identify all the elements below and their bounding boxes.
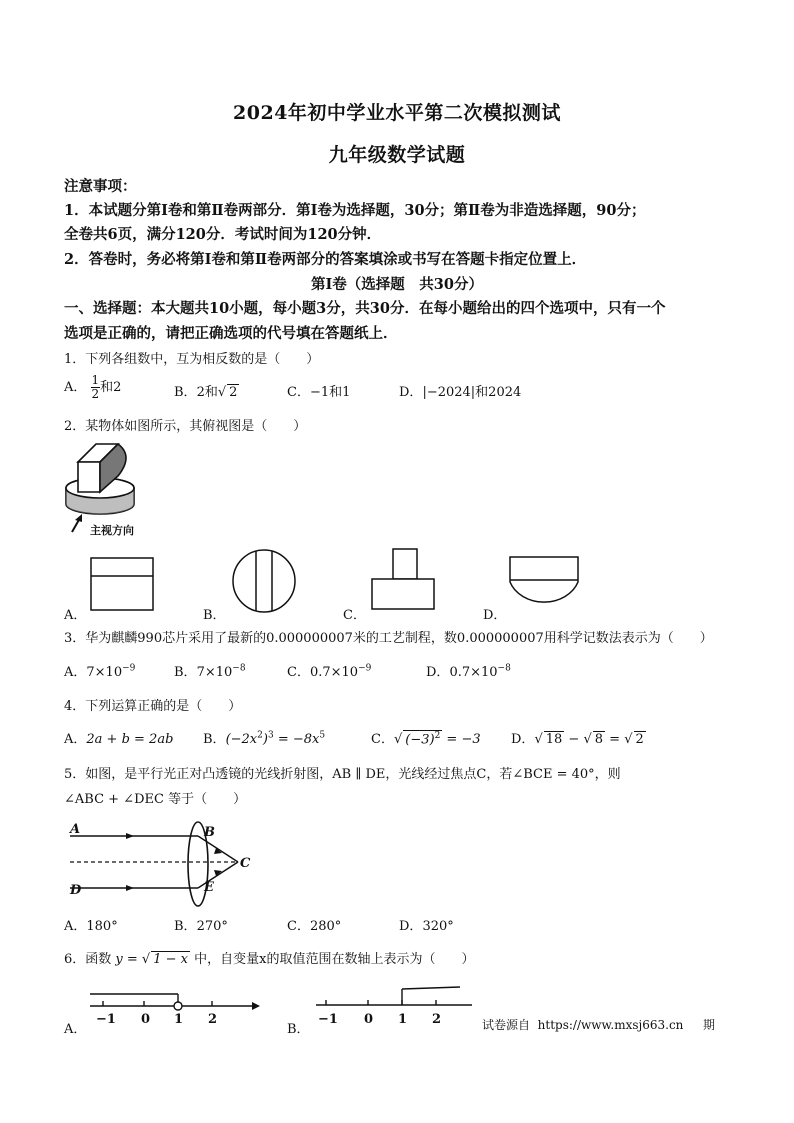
q2-c-label: C．	[343, 608, 366, 623]
view-direction-label: 主视方向	[90, 524, 134, 537]
q3-option-c: C．$0.7\times 10^{-9}$	[287, 663, 372, 680]
q2-figure-c	[371, 548, 435, 612]
q5-stem-2: ∠ABC + ∠DEC 等于（ ）	[64, 792, 247, 807]
exam-title: 2024年初中学业水平第二次模拟测试	[233, 102, 561, 124]
q6-a-label: A．	[64, 1022, 87, 1037]
section-intro-2: 选项是正确的，请把正确选项的代号填在答题纸上．	[64, 325, 398, 342]
exam-subtitle: 九年级数学试题	[328, 144, 466, 166]
section-intro-1: 一、选择题：本大题共10小题，每小题3分，共30分．在每小题给出的四个选项中，只有一个	[64, 300, 666, 317]
q2-a-label: A．	[64, 608, 87, 623]
q3-option-b: B．$7\times 10^{-8}$	[174, 663, 246, 680]
lens-refraction-figure	[64, 818, 264, 906]
q6-a-tick-neg1: −1	[96, 1012, 116, 1027]
footer-source-label: 试卷源自	[482, 1018, 531, 1032]
q2-b-label: B．	[203, 608, 226, 623]
q3-option-d: D．$0.7\times 10^{-8}$	[426, 663, 511, 680]
q1-option-b: B．2和√ 2	[174, 385, 238, 400]
q6-b-tick-0: 0	[364, 1012, 374, 1027]
q3-stem: 3．华为麒麟990芯片采用了最新的0.000000007米的工艺制程，数0.000000007用科学记数法表示为（ ）	[64, 631, 713, 646]
solid-object-figure	[60, 440, 160, 535]
q6-b-label: B．	[287, 1022, 310, 1037]
q5-option-a: A．180°	[64, 919, 118, 934]
fig-point-a: A	[70, 822, 81, 837]
section-title: 第Ⅰ卷（选择题 共30分）	[311, 276, 483, 293]
q5-stem-1: 5．如图，是平行光正对凸透镜的光线折射图，AB ∥ DE，光线经过焦点C，若∠BCE = 40°，则	[64, 767, 621, 782]
fig-point-b: B	[204, 825, 215, 840]
q1-a-fraction: $\frac{1}{2}$	[91, 373, 100, 401]
notes-line-2: 全卷共6页，满分120分．考试时间为120分钟．	[64, 226, 382, 243]
q2-stem: 2．某物体如图所示，其俯视图是（ ）	[64, 419, 307, 434]
q4-option-b: B．$(-2x^2)^3 = -8x^5$	[203, 730, 326, 747]
q4-stem: 4．下列运算正确的是（ ）	[64, 699, 242, 714]
q2-figure-b	[231, 548, 297, 614]
q6-b-tick-2: 2	[432, 1012, 442, 1027]
q3-option-a: A．$7\times 10^{-9}$	[64, 663, 136, 680]
q1-option-a	[64, 374, 121, 401]
q4-option-c: C．√ $(-3)^2 = -3$	[371, 730, 481, 747]
q5-option-b: B．270°	[174, 919, 228, 934]
fig-point-e: E	[204, 880, 214, 895]
q2-figure-d	[509, 556, 579, 614]
q6-b-tick-neg1: −1	[318, 1012, 338, 1027]
q5-option-d: D．320°	[399, 919, 454, 934]
q2-figure-a	[90, 557, 154, 611]
q4-option-d: D．√ 18 − √ 8 = √ 2	[511, 732, 644, 747]
q6-b-tick-1: 1	[398, 1012, 408, 1027]
q1-a-label: A．	[64, 380, 87, 395]
q4-option-a: A．2a + b = 2ab	[64, 732, 174, 747]
q1-option-c: C．−1和1	[287, 385, 351, 400]
q6-a-tick-0: 0	[141, 1012, 151, 1027]
footer-source	[482, 1016, 683, 1033]
fig-point-c: C	[240, 856, 251, 871]
q6-a-tick-1: 1	[174, 1012, 184, 1027]
notes-line-3: 2．答卷时，务必将第Ⅰ卷和第Ⅱ卷两部分的答案填涂或书写在答题卡指定位置上．	[64, 251, 587, 268]
q1-stem: 1．下列各组数中，互为相反数的是（ ）	[64, 352, 320, 367]
q5-option-c: C．280°	[287, 919, 342, 934]
fig-point-d: D	[70, 883, 82, 898]
q6-stem: 6．函数 y = √ 1 − x 中，自变量x的取值范围在数轴上表示为（ ）	[64, 952, 475, 967]
q1-option-d: D．|−2024|和2024	[399, 385, 522, 400]
notes-heading: 注意事项：	[64, 178, 137, 195]
notes-line-1: 1．本试题分第Ⅰ卷和第Ⅱ卷两部分．第Ⅰ卷为选择题，30分；第Ⅱ卷为非造选择题，90分；	[64, 202, 646, 219]
q1-a-tail: 和2	[100, 380, 122, 395]
q6-a-tick-2: 2	[208, 1012, 218, 1027]
footer-tail: 期	[703, 1018, 716, 1032]
footer-url[interactable]: https://www.mxsj663.cn	[537, 1018, 684, 1032]
q2-d-label: D．	[483, 608, 507, 623]
